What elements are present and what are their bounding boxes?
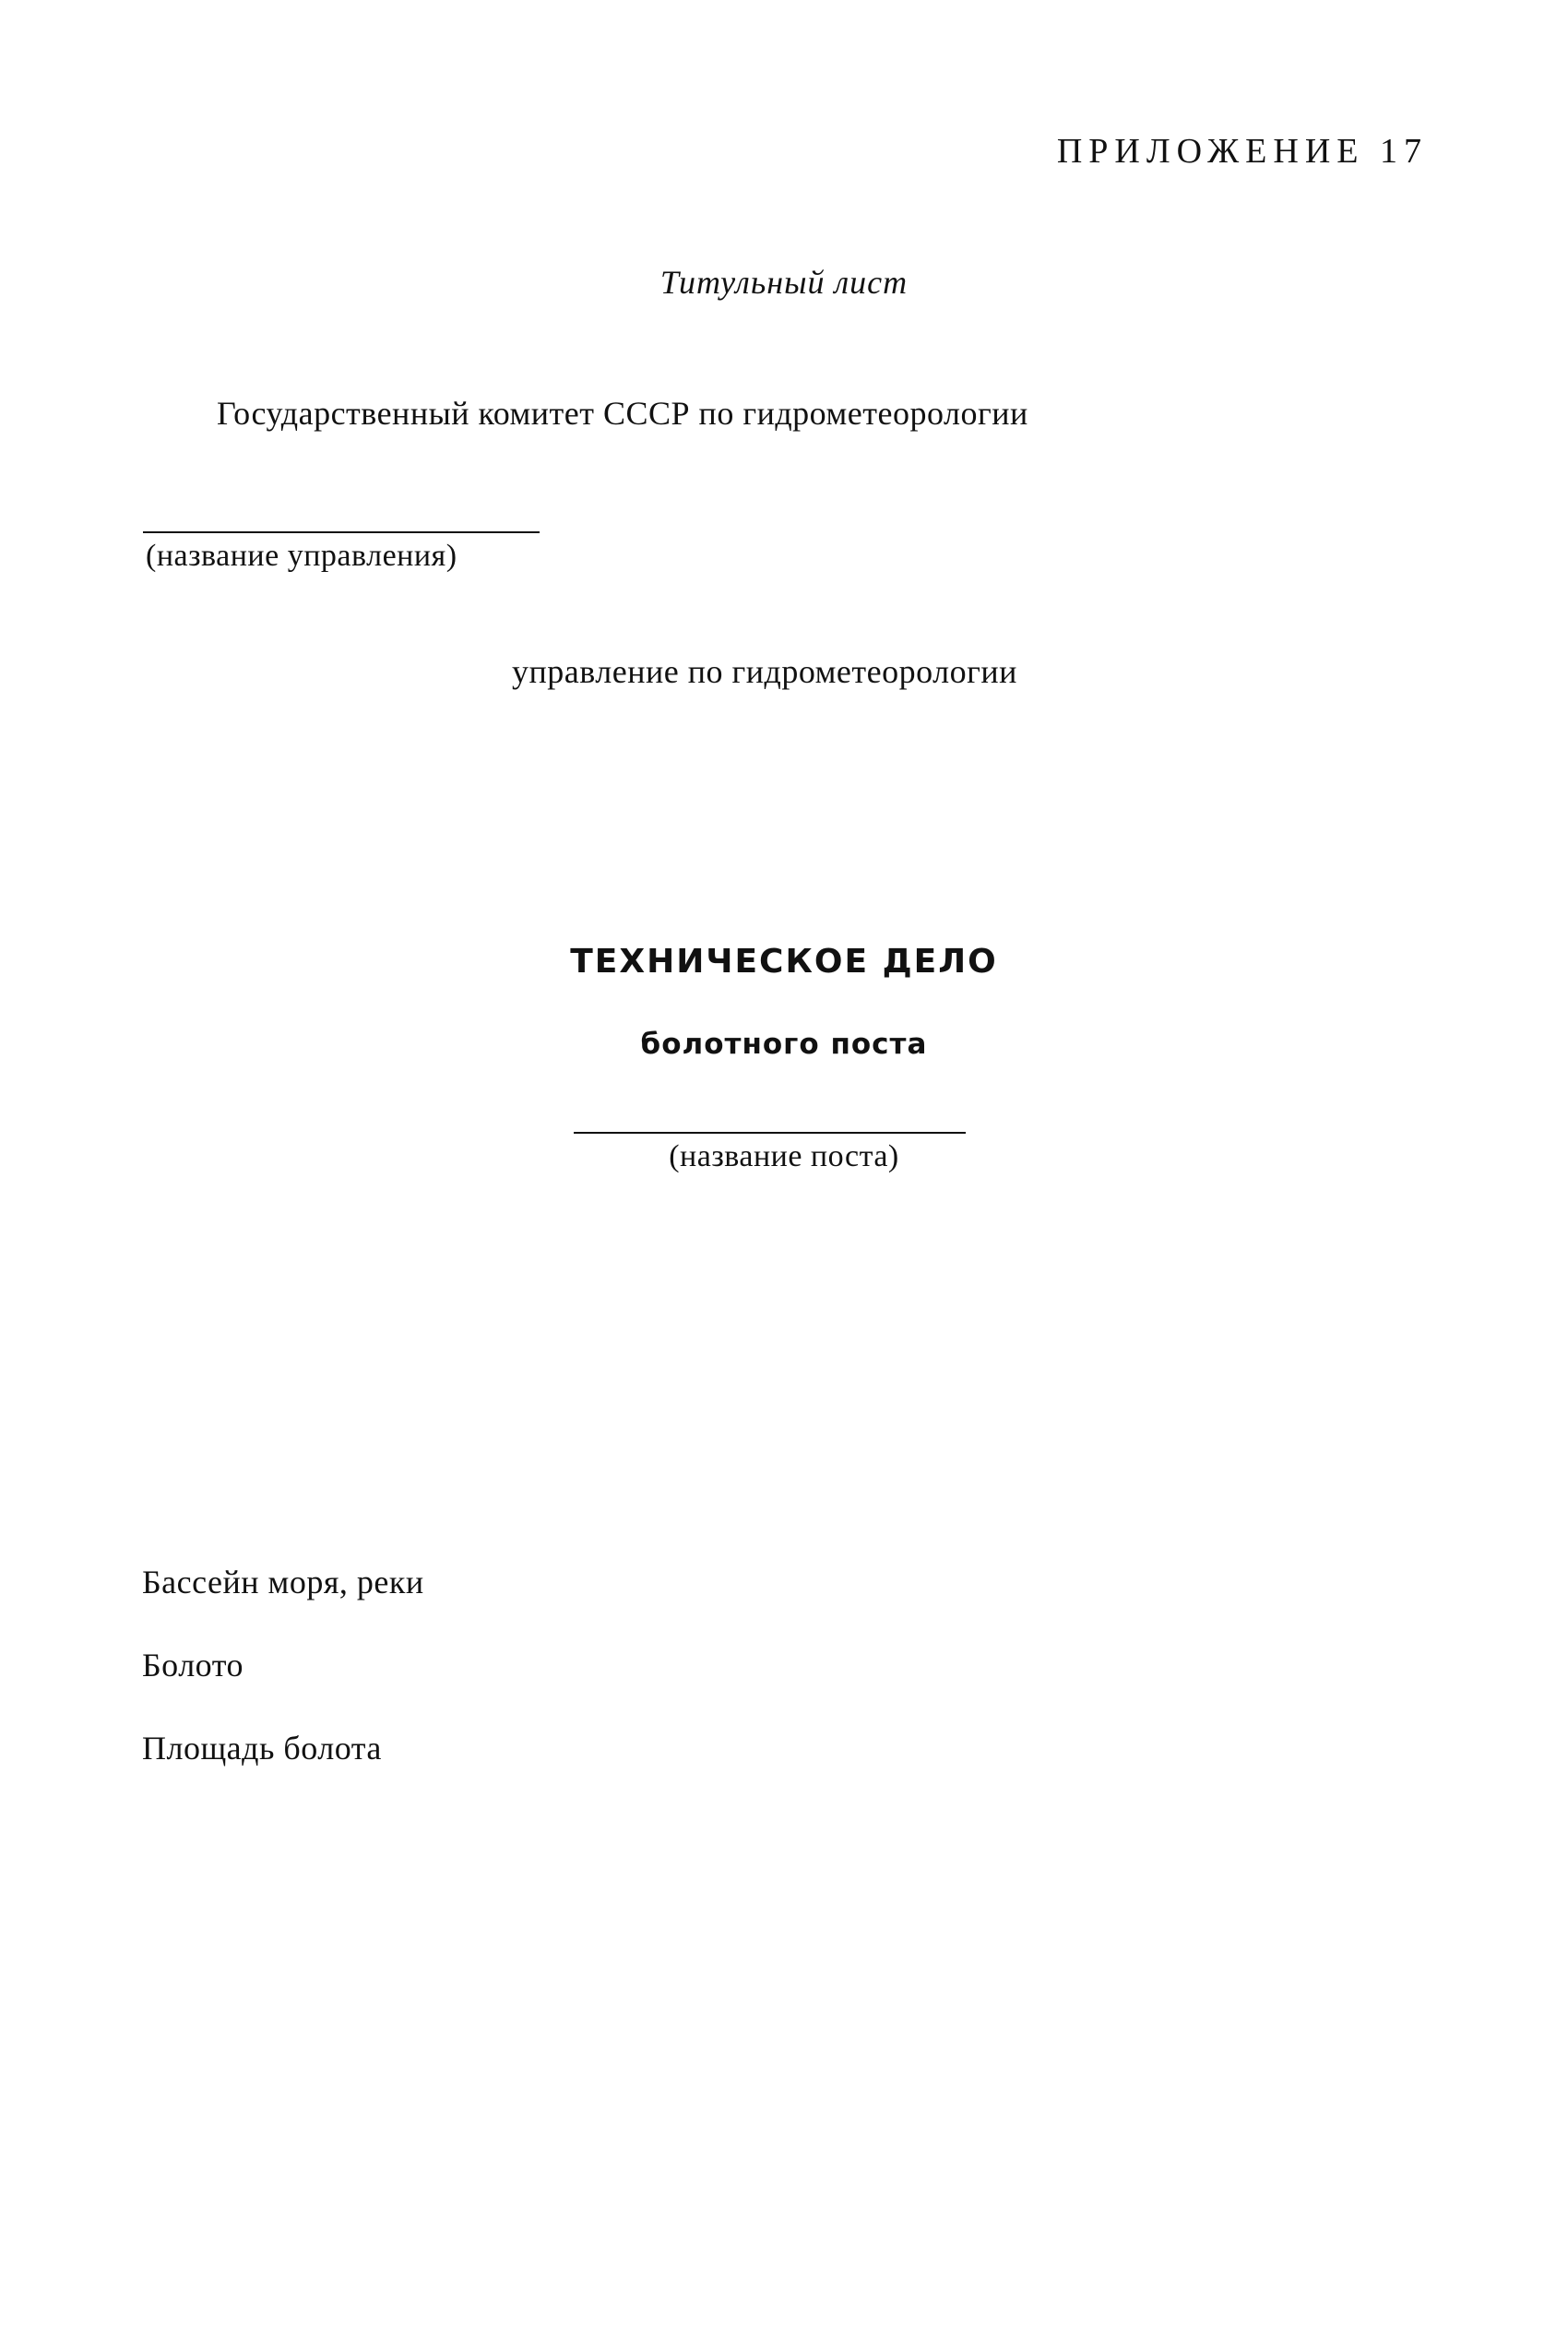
field-basin-label: Бассейн моря, реки xyxy=(142,1564,424,1600)
admin-name-caption: (название управления) xyxy=(146,539,457,573)
sheet-label: Титульный лист xyxy=(659,264,909,301)
admin-name-blank-line xyxy=(143,531,540,533)
committee-name: Государственный комитет СССР по гидрометеорологии xyxy=(217,395,1028,432)
field-bog-area-label: Площадь болота xyxy=(142,1730,382,1767)
admin-department: управление по гидрометеорологии xyxy=(512,653,1017,690)
appendix-number: ПРИЛОЖЕНИЕ 17 xyxy=(1056,132,1428,171)
post-name-caption: (название поста) xyxy=(669,1139,899,1173)
document-subtitle: болотного поста xyxy=(640,1028,928,1061)
field-bog-label: Болото xyxy=(142,1647,244,1684)
document-title: ТЕХНИЧЕСКОЕ ДЕЛО xyxy=(570,943,998,981)
post-name-blank-line xyxy=(574,1132,966,1134)
